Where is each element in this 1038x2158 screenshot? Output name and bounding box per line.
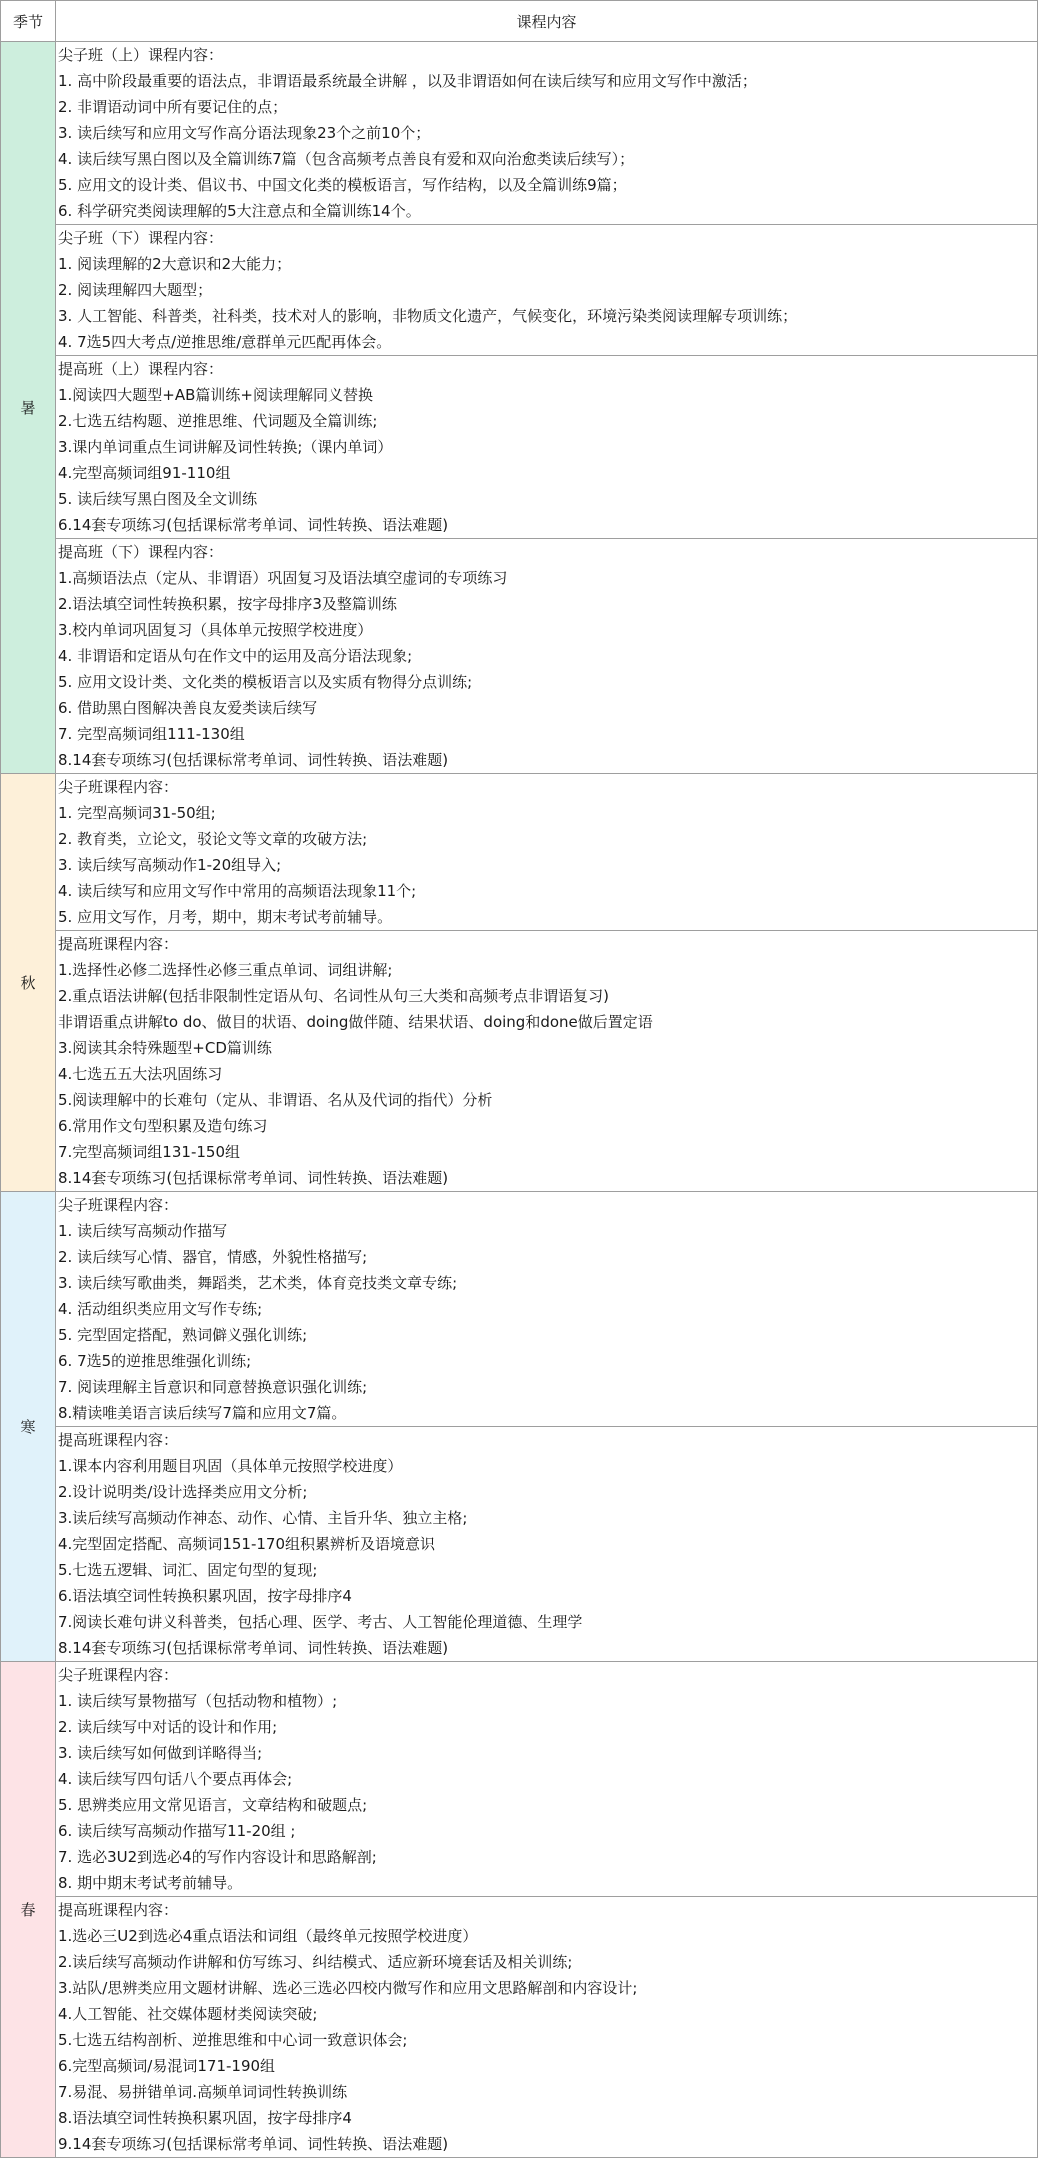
course-item: 非谓语重点讲解to do、做目的状语、doing做伴随、结果状语、doing和done做后置定语: [58, 1013, 653, 1031]
course-content-cell: [56, 1662, 1038, 1897]
course-item: 8.精读唯美语言读后续写7篇和应用文7篇。: [58, 1404, 347, 1422]
course-block-title: 提高班课程内容：: [58, 1901, 179, 1919]
course-item: 6. 7选5的逆推思维强化训练;: [58, 1352, 252, 1370]
course-item: 4.七选五五大法巩固练习: [58, 1065, 223, 1083]
course-item: 4. 读后续写四句话八个要点再体会;: [58, 1770, 293, 1788]
course-item: 4. 7选5四大考点/逆推思维/意群单元匹配再体会。: [58, 333, 392, 351]
course-item: 6. 借助黑白图解决善良友爱类读后续写: [58, 699, 318, 717]
course-block-title: 提高班（下）课程内容：: [58, 543, 224, 561]
course-row: [1, 774, 1038, 931]
course-item: 5.七选五结构剖析、逆推思维和中心词一致意识体会;: [58, 2031, 408, 2049]
course-content-cell: [56, 539, 1038, 774]
course-item: 1.课本内容利用题目巩固（具体单元按照学校进度）: [58, 1457, 403, 1475]
header-row: [1, 1, 1038, 42]
course-item: 2. 阅读理解四大题型；: [58, 281, 213, 299]
course-item: 6.完型高频词/易混词171-190组: [58, 2057, 276, 2075]
schedule-body: [1, 42, 1038, 2158]
course-item: 1.阅读四大题型+AB篇训练+阅读理解同义替换: [58, 386, 374, 404]
course-item: 5. 应用文设计类、文化类的模板语言以及实质有物得分点训练;: [58, 673, 473, 691]
course-item: 4. 读后续写和应用文写作中常用的高频语法现象11个;: [58, 882, 417, 900]
course-item: 4.完型高频词组91-110组: [58, 464, 231, 482]
course-item: 3. 读后续写歌曲类，舞蹈类，艺术类，体育竞技类文章专练;: [58, 1274, 458, 1292]
course-item: 8.语法填空词性转换积累巩固，按字母排序4: [58, 2109, 352, 2127]
course-item: 3. 读后续写如何做到详略得当;: [58, 1744, 263, 1762]
course-content-cell: [56, 225, 1038, 356]
course-item: 8. 期中期末考试考前辅导。: [58, 1874, 243, 1892]
course-item: 6.常用作文句型积累及造句练习: [58, 1117, 268, 1135]
course-item: 1. 高中阶段最重要的语法点，非谓语最系统最全讲解 ，以及非谓语如何在读后续写和应用文写作中激活；: [58, 72, 757, 90]
course-item: 5. 应用文的设计类、倡议书、中国文化类的模板语言，写作结构，以及全篇训练9篇；: [58, 176, 627, 194]
course-item: 6.14套专项练习(包括课标常考单词、词性转换、语法难题): [58, 516, 449, 534]
course-content-cell: [56, 931, 1038, 1192]
season-cell-winter: 寒: [1, 1192, 56, 1662]
course-block-title: 尖子班课程内容：: [58, 1666, 179, 1684]
course-item: 2.设计说明类/设计选择类应用文分析;: [58, 1483, 308, 1501]
course-row: [1, 42, 1038, 225]
course-item: 2.读后续写高频动作讲解和仿写练习、纠结模式、适应新环境套话及相关训练;: [58, 1953, 573, 1971]
course-item: 1.选择性必修二选择性必修三重点单词、词组讲解;: [58, 961, 393, 979]
course-item: 2. 读后续写中对话的设计和作用;: [58, 1718, 278, 1736]
course-row: [1, 931, 1038, 1192]
course-item: 2.重点语法讲解(包括非限制性定语从句、名词性从句三大类和高频考点非谓语复习): [58, 987, 610, 1005]
season-cell-spring: 春: [1, 1662, 56, 2158]
course-row: [1, 539, 1038, 774]
course-block-title: 尖子班课程内容：: [58, 1196, 179, 1214]
course-item: 5. 应用文写作，月考，期中，期末考试考前辅导。: [58, 908, 393, 926]
course-item: 2.语法填空词性转换积累，按字母排序3及整篇训练: [58, 595, 397, 613]
course-row: [1, 1897, 1038, 2158]
course-item: 4.人工智能、社交媒体题材类阅读突破;: [58, 2005, 318, 2023]
course-item: 4.完型固定搭配、高频词151-170组积累辨析及语境意识: [58, 1535, 435, 1553]
course-item: 5. 完型固定搭配，熟词僻义强化训练;: [58, 1326, 308, 1344]
course-item: 9.14套专项练习(包括课标常考单词、词性转换、语法难题): [58, 2135, 449, 2153]
course-item: 4. 非谓语和定语从句在作文中的运用及高分语法现象;: [58, 647, 413, 665]
course-item: 1.选必三U2到选必4重点语法和词组（最终单元按照学校进度）: [58, 1927, 478, 1945]
course-item: 5. 思辨类应用文常见语言，文章结构和破题点;: [58, 1796, 368, 1814]
course-item: 1.高频语法点（定从、非谓语）巩固复习及语法填空虚词的专项练习: [58, 569, 508, 587]
course-item: 7.易混、易拼错单词.高频单词词性转换训练: [58, 2083, 348, 2101]
course-row: [1, 1427, 1038, 1662]
course-content-cell: [56, 1427, 1038, 1662]
course-item: 8.14套专项练习(包括课标常考单词、词性转换、语法难题): [58, 1639, 449, 1657]
course-block-title: 提高班课程内容：: [58, 935, 179, 953]
course-block-title: 提高班（上）课程内容：: [58, 360, 224, 378]
course-item: 3.读后续写高频动作神态、动作、心情、主旨升华、独立主格;: [58, 1509, 468, 1527]
course-block-title: 尖子班（上）课程内容：: [58, 46, 224, 64]
season-cell-autumn: 秋: [1, 774, 56, 1192]
course-item: 6. 读后续写高频动作描写11-20组 ;: [58, 1822, 296, 1840]
course-block-title: 尖子班（下）课程内容：: [58, 229, 224, 247]
course-item: 5.七选五逻辑、词汇、固定句型的复现;: [58, 1561, 318, 1579]
course-item: 3. 读后续写高频动作1-20组导入;: [58, 856, 282, 874]
course-item: 3.站队/思辨类应用文题材讲解、选必三选必四校内微写作和应用文思路解剖和内容设计;: [58, 1979, 638, 1997]
course-item: 3. 读后续写和应用文写作高分语法现象23个之前10个；: [58, 124, 431, 142]
course-item: 6.语法填空词性转换积累巩固，按字母排序4: [58, 1587, 352, 1605]
course-item: 1. 读后续写景物描写（包括动物和植物）;: [58, 1692, 338, 1710]
season-header: 季节: [1, 1, 56, 42]
course-item: 3.阅读其余特殊题型+CD篇训练: [58, 1039, 272, 1057]
course-item: 5. 读后续写黑白图及全文训练: [58, 490, 258, 508]
course-item: 1. 阅读理解的2大意识和2大能力；: [58, 255, 292, 273]
course-item: 7.完型高频词组131-150组: [58, 1143, 240, 1161]
course-item: 8.14套专项练习(包括课标常考单词、词性转换、语法难题): [58, 1169, 449, 1187]
course-block-title: 提高班课程内容：: [58, 1431, 179, 1449]
course-item: 4. 读后续写黑白图以及全篇训练7篇（包含高频考点善良有爱和双向治愈类读后续写）；: [58, 150, 635, 168]
course-content-cell: [56, 1192, 1038, 1427]
course-item: 4. 活动组织类应用文写作专练;: [58, 1300, 263, 1318]
course-item: 2. 非谓语动词中所有要记住的点；: [58, 98, 288, 116]
course-content-cell: [56, 42, 1038, 225]
course-item: 7.阅读长难句讲义科普类，包括心理、医学、考古、人工智能伦理道德、生理学: [58, 1613, 583, 1631]
course-item: 1. 读后续写高频动作描写: [58, 1222, 228, 1240]
course-item: 2. 教育类，立论文，驳论文等文章的攻破方法;: [58, 830, 368, 848]
course-item: 2. 读后续写心情、器官，情感，外貌性格描写;: [58, 1248, 368, 1266]
course-item: 3. 人工智能、科普类，社科类，技术对人的影响，非物质文化遗产，气候变化，环境污染类阅读理解专项训练；: [58, 307, 798, 325]
course-row: [1, 225, 1038, 356]
course-item: 1. 完型高频词31-50组;: [58, 804, 216, 822]
course-item: 7. 阅读理解主旨意识和同意替换意识强化训练;: [58, 1378, 368, 1396]
course-row: [1, 1192, 1038, 1427]
course-item: 3.校内单词巩固复习（具体单元按照学校进度）: [58, 621, 373, 639]
course-row: [1, 1662, 1038, 1897]
course-item: 6. 科学研究类阅读理解的5大注意点和全篇训练14个。: [58, 202, 421, 220]
course-content-cell: [56, 1897, 1038, 2158]
course-item: 8.14套专项练习(包括课标常考单词、词性转换、语法难题): [58, 751, 449, 769]
course-content-cell: [56, 356, 1038, 539]
course-item: 5.阅读理解中的长难句（定从、非谓语、名从及代词的指代）分析: [58, 1091, 493, 1109]
season-cell-summer: 暑: [1, 42, 56, 774]
course-block-title: 尖子班课程内容：: [58, 778, 179, 796]
course-row: [1, 356, 1038, 539]
course-item: 7. 完型高频词组111-130组: [58, 725, 245, 743]
course-content-cell: [56, 774, 1038, 931]
content-header: 课程内容: [56, 1, 1038, 42]
course-item: 2.七选五结构题、逆推思维、代词题及全篇训练;: [58, 412, 378, 430]
course-item: 3.课内单词重点生词讲解及词性转换;（课内单词）: [58, 438, 393, 456]
course-item: 7. 选必3U2到选必4的写作内容设计和思路解剖;: [58, 1848, 377, 1866]
